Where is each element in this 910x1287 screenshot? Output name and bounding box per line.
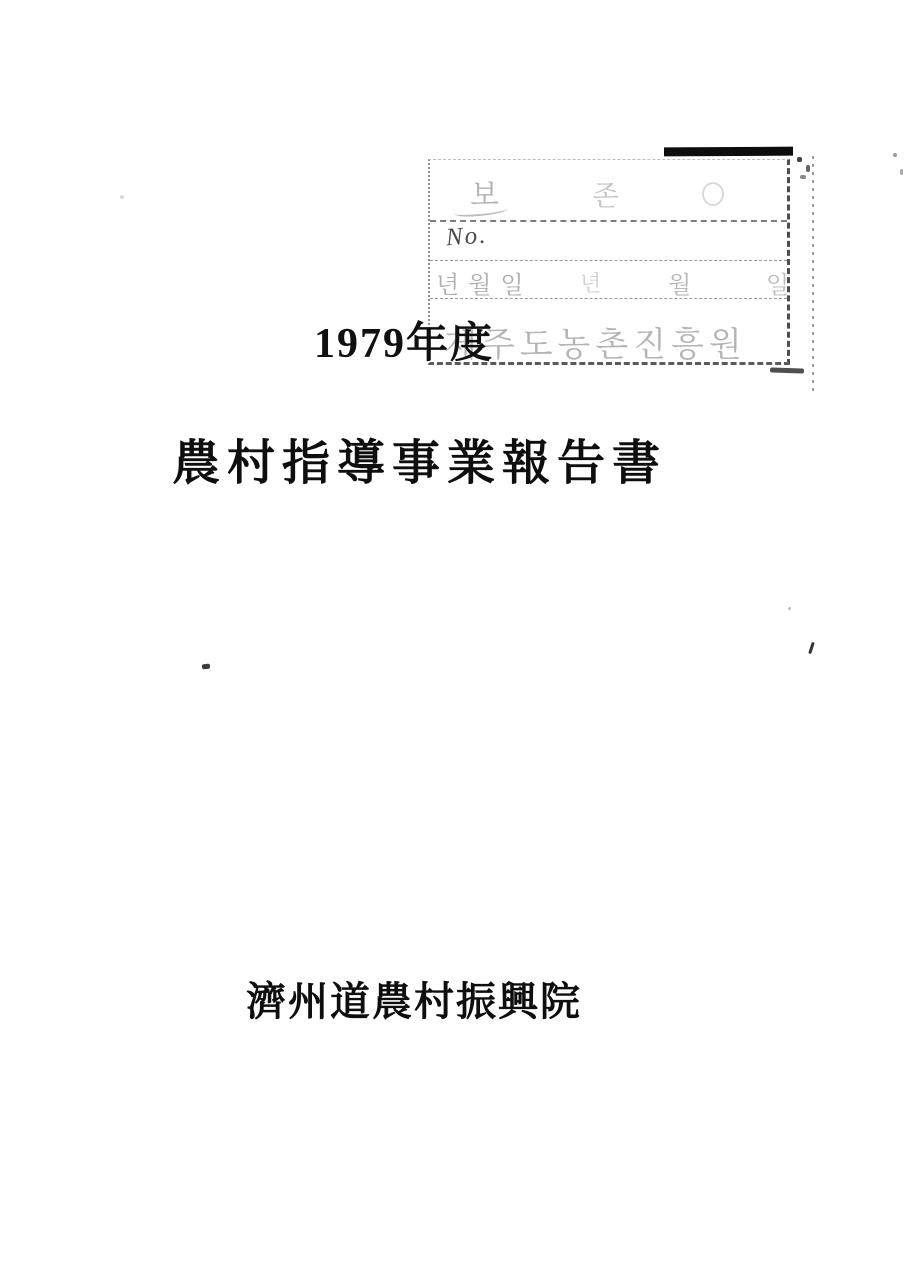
stamp-row-preservation [430, 160, 787, 222]
scan-speck [806, 165, 810, 172]
stamp-faint-mark [702, 182, 724, 206]
scan-speck [893, 153, 897, 157]
scan-speck [770, 367, 804, 373]
date-year-unit: 년 [580, 271, 602, 296]
scan-speck [202, 663, 211, 669]
handwritten-squiggle [454, 204, 509, 218]
stamp-row-date [430, 261, 790, 299]
report-title-heading: 農村指導事業報告書 [172, 437, 668, 490]
date-row-label: 년월일 [436, 273, 533, 299]
scan-speck [808, 642, 815, 654]
preservation-char-1: 보 [470, 179, 499, 212]
date-day-unit: 일 [766, 273, 790, 299]
publisher-name: 濟州道農村振興院 [246, 979, 582, 1024]
preservation-char-2: 존 [592, 181, 620, 212]
stamp-number-label: No. [445, 221, 489, 252]
date-month-unit: 월 [668, 273, 692, 299]
scan-speck [120, 195, 124, 199]
stamp-org-faint-text: 제주도농촌진흥원 [444, 327, 747, 364]
stamp-row-number [430, 222, 787, 261]
scan-speck [800, 175, 806, 179]
report-year-heading: 1979年度 [314, 321, 495, 367]
scan-speck [797, 157, 802, 162]
scan-fold-line [812, 156, 814, 394]
scan-speck [900, 169, 903, 175]
scan-black-bar [664, 147, 793, 157]
scan-speck [788, 607, 791, 610]
